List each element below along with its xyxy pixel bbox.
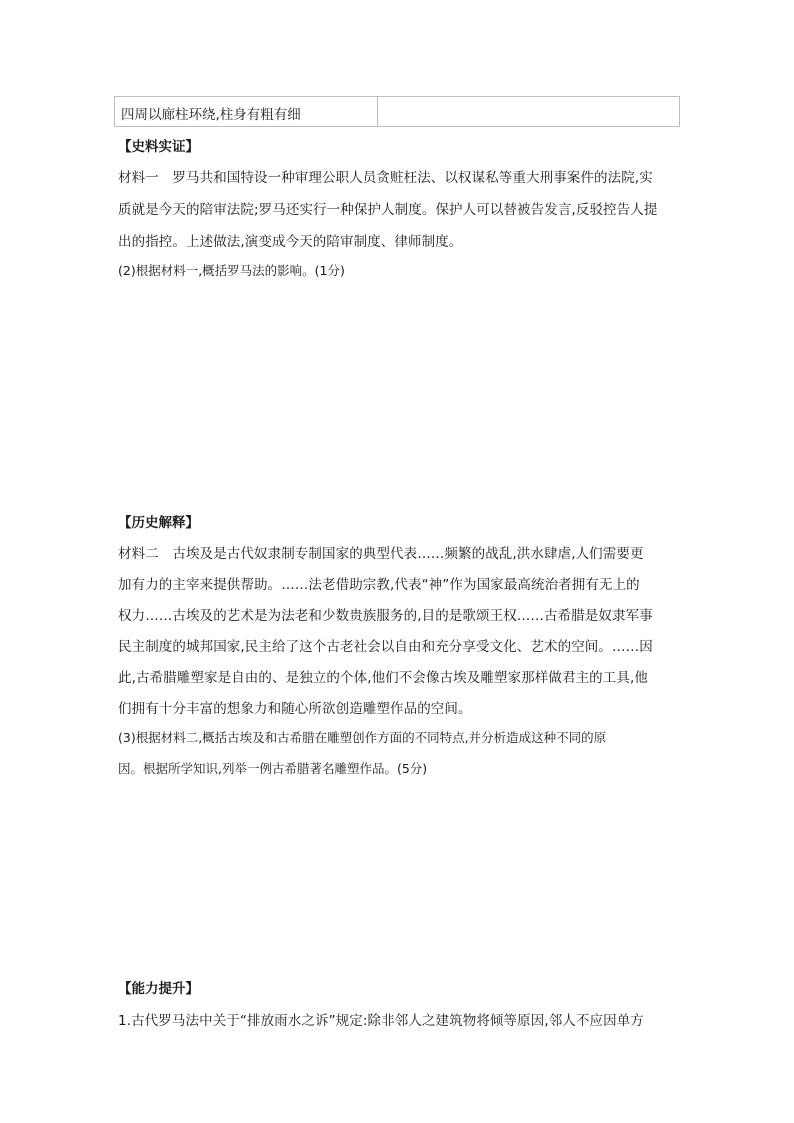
material-two-line-2: 加有力的主宰来提供帮助。……法老借助宗教,代表“神”作为国家最高统治者拥有无上的 <box>118 577 640 593</box>
material-two-line-5: 此,古希腊雕塑家是自由的、是独立的个体,他们不会像古埃及雕塑家那样做君主的工具,他 <box>118 670 648 686</box>
material-one-line-3: 出的指控。上述做法,演变成今天的陪审制度、律师制度。 <box>118 234 463 250</box>
question-2: (2)根据材料一,概括罗马法的影响。(1分) <box>118 263 345 278</box>
section-heading-ability-improvement: 【能力提升】 <box>118 981 199 997</box>
question-3-line-1: (3)根据材料二,概括古埃及和古希腊在雕塑创作方面的不同特点,并分析造成这种不同的原 <box>118 730 607 745</box>
question-3-line-2: 因。根据所学知识,列举一例古希腊著名雕塑作品。(5分) <box>118 761 428 776</box>
table-cell-left <box>115 97 378 126</box>
material-two-line-4: 民主制度的城邦国家,民主给了这个古老社会以自由和充分享受文化、艺术的空间。……因 <box>118 639 653 655</box>
material-one-line-1: 材料一 罗马共和国特设一种审理公职人员贪赃枉法、以权谋私等重大刑事案件的法院,实 <box>118 170 653 186</box>
table-cell-text: 四周以廊柱环绕,柱身有粗有细 <box>121 107 301 123</box>
question-1-line: 1.古代罗马法中关于“排放雨水之诉”规定:除非邻人之建筑物将倾等原因,邻人不应因单方 <box>118 1013 644 1029</box>
material-two-line-6: 们拥有十分丰富的想象力和随心所欲创造雕塑作品的空间。 <box>118 701 472 717</box>
table-row <box>114 96 680 127</box>
material-one-line-2: 质就是今天的陪审法院;罗马还实行一种保护人制度。保护人可以替被告发言,反驳控告人提 <box>118 202 658 218</box>
material-two-line-1: 材料二 古埃及是古代奴隶制专制国家的典型代表……频繁的战乱,洪水肆虐,人们需要更 <box>118 546 644 562</box>
section-heading-historical-interpretation: 【历史解释】 <box>118 515 199 531</box>
material-two-line-3: 权力……古埃及的艺术是为法老和少数贵族服务的,目的是歌颂王权……古希腊是奴隶军事 <box>118 608 653 624</box>
section-heading-historical-evidence: 【史料实证】 <box>118 139 199 155</box>
